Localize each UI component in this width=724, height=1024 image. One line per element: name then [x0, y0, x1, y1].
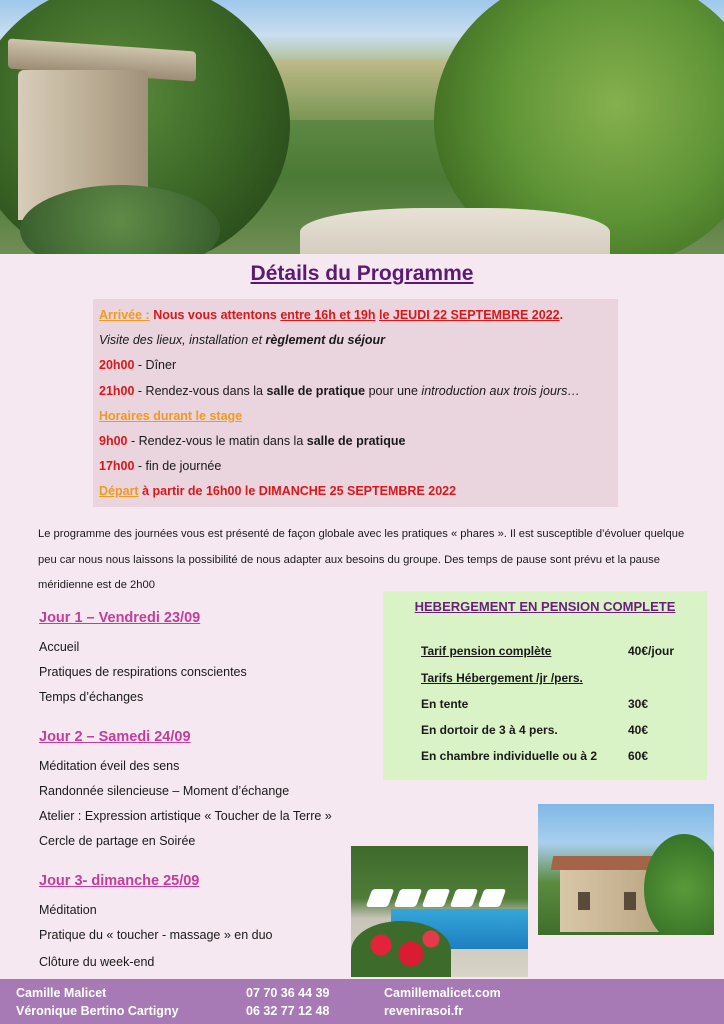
price-row: En chambre individuelle ou à 2 60€	[421, 749, 649, 763]
price-row: Tarif pension complète 40€/jour	[421, 644, 675, 658]
list-item: Clôture du week-end	[39, 955, 155, 969]
hebergement-box	[383, 591, 707, 780]
list-item: Cercle de partage en Soirée	[39, 834, 196, 848]
list-item: Randonnée silencieuse – Moment d’échange	[39, 784, 290, 798]
hero-photo	[0, 0, 724, 254]
day-3-title: Jour 3- dimanche 25/09	[39, 873, 200, 889]
departure-line: Départ à partir de 16h00 le DIMANCHE 25 SEPTEMBRE 2022	[99, 484, 457, 499]
program-box	[93, 299, 618, 507]
footer	[0, 979, 724, 1024]
list-item: Méditation éveil des sens	[39, 759, 180, 773]
website-link-1[interactable]: Camillemalicet.com	[384, 986, 501, 1000]
phone-1: 07 70 36 44 39	[246, 986, 330, 1000]
list-item: Temps d’échanges	[39, 690, 144, 704]
list-item: Accueil	[39, 640, 80, 654]
price-row: En tente 30€	[421, 697, 649, 711]
website-link-2[interactable]: revenirasoi.fr	[384, 1004, 464, 1018]
house-photo	[538, 804, 714, 935]
intro-paragraph: Le programme des journées vous est présenté de façon globale avec les pratiques « phares ». Il est susceptible d’évoluer quelque peu car nous nous laissons la possibilité de nous adapter aux besoins du groupe. Des temps de pause sont prévu et la pause méridienne est de 2h00	[38, 528, 685, 591]
dinner-line: 20h00 - Dîner	[99, 358, 177, 373]
visit-line: Visite des lieux, installation et règlement du séjour	[99, 333, 386, 348]
pool-photo	[351, 846, 528, 977]
phone-2: 06 32 77 12 48	[246, 1004, 330, 1018]
page-title: Détails du Programme	[250, 262, 474, 285]
list-item: Méditation	[39, 903, 97, 917]
contact-name-1: Camille Malicet	[16, 986, 107, 1000]
day-1-title: Jour 1 – Vendredi 23/09	[39, 610, 201, 626]
arrival-line: Arrivée : Nous vous attentons entre 16h et 19h le JEUDI 22 SEPTEMBRE 2022.	[99, 308, 564, 322]
price-row: Tarifs Hébergement /jr /pers.	[421, 671, 583, 685]
meeting-line: 21h00 - Rendez-vous dans la salle de pratique pour une introduction aux trois jours…	[99, 383, 580, 398]
price-row: En dortoir de 3 à 4 pers. 40€	[421, 723, 649, 737]
day-2-title: Jour 2 – Samedi 24/09	[39, 729, 191, 745]
list-item: Pratique du « toucher - massage » en duo	[39, 928, 273, 942]
contact-name-2: Véronique Bertino Cartigny	[16, 1004, 179, 1018]
hebergement-heading: HEBERGEMENT EN PENSION COMPLETE	[414, 599, 676, 614]
end-line: 17h00 - fin de journée	[99, 459, 222, 474]
schedule-heading: Horaires durant le stage	[99, 408, 243, 423]
morning-line: 9h00 - Rendez-vous le matin dans la salle de pratique	[99, 434, 406, 449]
list-item: Atelier : Expression artistique « Toucher de la Terre »	[39, 809, 332, 823]
list-item: Pratiques de respirations conscientes	[39, 665, 247, 679]
